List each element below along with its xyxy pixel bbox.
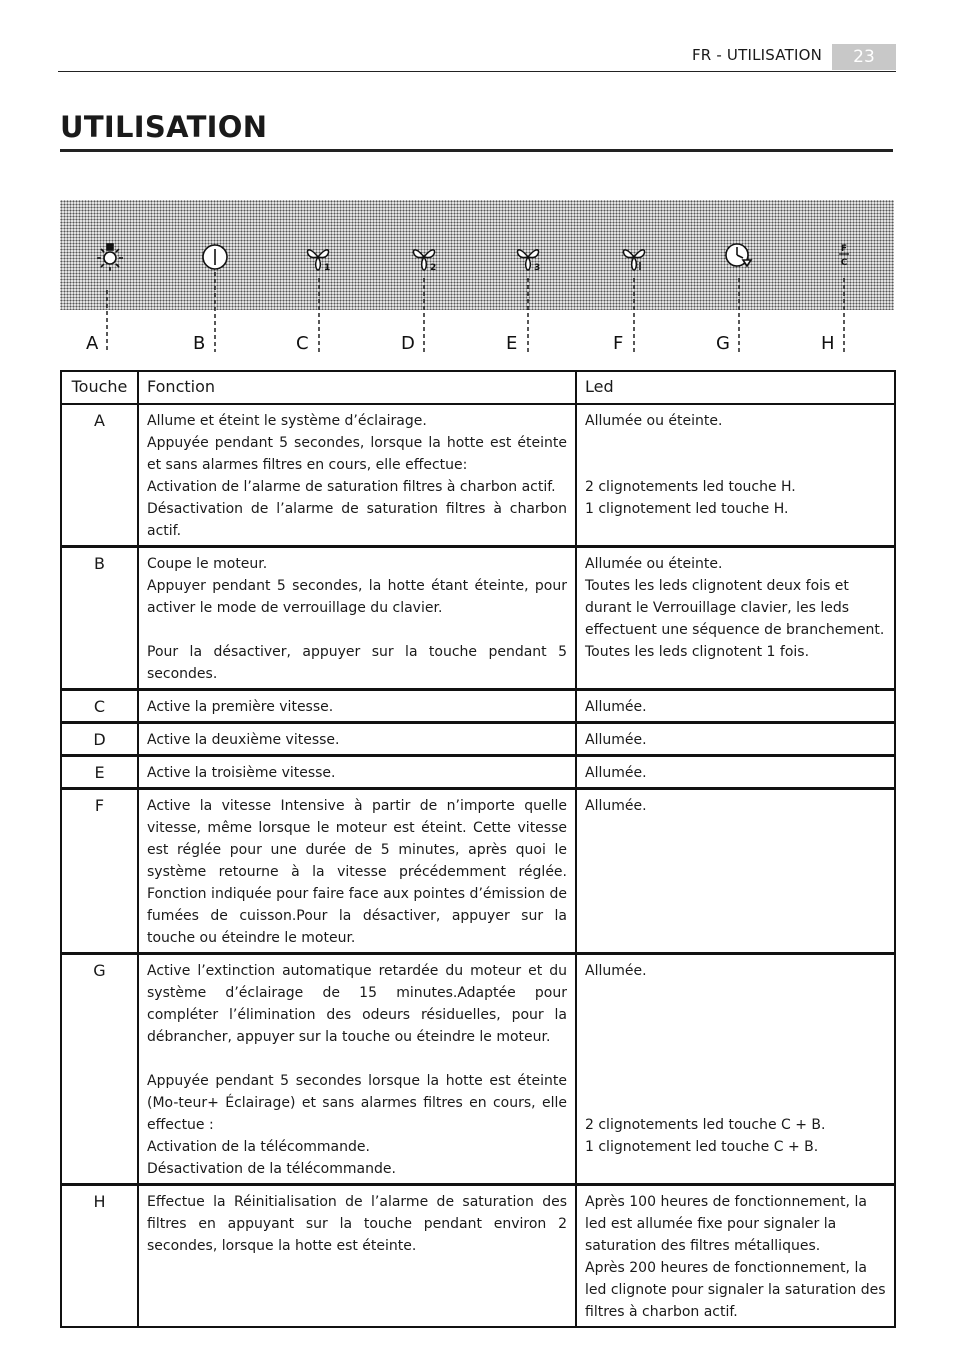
led-text-line: 1 clignotement led touche H.	[585, 501, 789, 517]
led-text-line: Allumée.	[585, 732, 647, 748]
fonction-text-line	[147, 619, 567, 641]
title-underline	[60, 149, 893, 152]
led-cell	[576, 723, 895, 756]
led-cell	[576, 690, 895, 723]
svg-text:2: 2	[430, 263, 437, 273]
fonction-text-line: Appuyée pendant 5 secondes lorsque la hotte est éteinte (Mo-teur+ Éclairage) et sans alarmes filtres en cours, elle effectue :	[147, 1073, 567, 1133]
header-touche: Touche	[61, 371, 138, 404]
led-text-line	[585, 1026, 886, 1048]
fan-speed-1-icon[interactable]	[307, 250, 330, 273]
fan-speed-2-icon[interactable]	[413, 250, 436, 273]
fonction-cell	[138, 547, 576, 690]
fonction-text-line: Active la vitesse Intensive à partir de n’importe quelle vitesse, même lorsque le moteur est éteint. Cette vitesse est réglée pour une durée de 5 minutes, après quoi le système retourne à la vitesse précédemment réglée. Fonction indiquée pour faire face aux pointes d’émission de fumées de cuisson.Pour la désactiver, appuyer sur la touche ou éteindre le moteur.	[147, 798, 567, 946]
key-label-d: D	[401, 333, 415, 354]
table-row	[61, 547, 895, 690]
key-label-e: E	[506, 333, 518, 354]
fonction-cell	[138, 723, 576, 756]
key-cell: B	[61, 547, 138, 690]
section-label: FR - UTILISATION	[691, 46, 822, 64]
key-cell: D	[61, 723, 138, 756]
key-label-a: A	[86, 333, 99, 354]
fonction-cell	[138, 756, 576, 789]
fonction-text-line: Active la deuxième vitesse.	[147, 732, 340, 748]
key-function-table	[60, 370, 896, 1328]
page-header	[58, 44, 896, 72]
fonction-text-line: Active la première vitesse.	[147, 699, 334, 715]
fonction-text-line: Coupe le moteur.	[147, 556, 268, 572]
key-cell: E	[61, 756, 138, 789]
fonction-text-line: Appuyée pendant 5 secondes, lorsque la hotte est éteinte et sans alarmes filtres en cours, elle effectue:	[147, 435, 567, 473]
led-text-line: 1 clignotement led touche C + B.	[585, 1139, 819, 1155]
fonction-text-line: Allume et éteint le système d’éclairage.	[147, 413, 427, 429]
led-text-line: Allumée.	[585, 963, 647, 979]
led-cell	[576, 1185, 895, 1328]
fan-intensive-icon[interactable]	[623, 250, 644, 270]
fonction-cell	[138, 1185, 576, 1328]
table-row	[61, 1185, 895, 1328]
table-row	[61, 723, 895, 756]
page-title: UTILISATION	[60, 110, 268, 144]
table-row	[61, 789, 895, 954]
fonction-text-line: Active l’extinction automatique retardée du moteur et du système d’éclairage de 15 minutes.Adaptée pour compléter l’élimination des odeurs résiduelles, pour la débrancher, appuyer sur la touche ou éteindre le moteur.	[147, 963, 567, 1045]
key-label-h: H	[821, 333, 835, 354]
light-bulb-icon[interactable]	[97, 244, 123, 271]
fonction-text-line: Active la troisième vitesse.	[147, 765, 336, 781]
led-text-line: Toutes les leds clignotent deux fois et durant le Verrouillage clavier, les leds effectuent une séquence de branchement.	[585, 578, 885, 638]
svg-text:3: 3	[534, 263, 541, 273]
led-text-line	[585, 432, 886, 454]
key-cell: A	[61, 404, 138, 547]
power-icon[interactable]	[203, 245, 227, 269]
fonction-cell	[138, 954, 576, 1185]
led-text-line: Après 200 heures de fonctionnement, la led clignote pour signaler la saturation des filtres à charbon actif.	[585, 1260, 886, 1320]
fonction-text-line: Désactivation de la télécommande.	[147, 1161, 396, 1177]
led-text-line	[585, 982, 886, 1004]
led-text-line	[585, 1092, 886, 1114]
led-cell	[576, 404, 895, 547]
key-label-c: C	[296, 333, 309, 354]
filter-icon-top-letter: F	[840, 244, 848, 254]
led-text-line: Allumée.	[585, 798, 647, 814]
control-panel-keys	[60, 200, 894, 360]
led-cell	[576, 789, 895, 954]
fan-speed-3-icon[interactable]	[517, 250, 540, 273]
timer-icon[interactable]	[726, 244, 751, 266]
key-cell: H	[61, 1185, 138, 1328]
led-text-line: Toutes les leds clignotent 1 fois.	[585, 644, 810, 660]
fonction-text-line: Appuyer pendant 5 secondes, la hotte étant éteinte, pour activer le mode de verrouillage du clavier.	[147, 578, 567, 616]
led-text-line: 2 clignotements led touche H.	[585, 479, 796, 495]
fonction-text-line: Désactivation de l’alarme de saturation filtres à charbon actif.	[147, 501, 567, 539]
led-cell	[576, 954, 895, 1185]
key-label-b: B	[193, 333, 206, 354]
key-cell: C	[61, 690, 138, 723]
table-row	[61, 404, 895, 547]
table-row	[61, 954, 895, 1185]
led-text-line	[585, 1048, 886, 1070]
key-cell: G	[61, 954, 138, 1185]
led-text-line	[585, 1004, 886, 1026]
fonction-cell	[138, 690, 576, 723]
fonction-text-line: Activation de la télécommande.	[147, 1139, 370, 1155]
page-number: 23	[832, 44, 896, 70]
led-text-line: 2 clignotements led touche C + B.	[585, 1117, 826, 1133]
led-text-line: Après 100 heures de fonctionnement, la led est allumée fixe pour signaler la saturation des filtres métalliques.	[585, 1194, 867, 1254]
filter-alarm-icon[interactable]	[839, 244, 849, 268]
fonction-text-line: Effectue la Réinitialisation de l’alarme de saturation des filtres en appuyant sur la touche pendant environ 2 secondes, lorsque la hotte est éteinte.	[147, 1194, 567, 1254]
key-label-g: G	[716, 333, 730, 354]
table-row	[61, 690, 895, 723]
fonction-text-line: Activation de l’alarme de saturation filtres à charbon actif.	[147, 479, 556, 495]
led-text-line	[585, 454, 886, 476]
fonction-text-line: Pour la désactiver, appuyer sur la touche pendant 5 secondes.	[147, 644, 567, 682]
fonction-text-line	[147, 1048, 567, 1070]
filter-icon-bottom-letter: C	[840, 258, 848, 268]
fonction-cell	[138, 789, 576, 954]
key-label-f: F	[613, 333, 624, 354]
led-text-line: Allumée.	[585, 699, 647, 715]
led-text-line: Allumée ou éteinte.	[585, 556, 723, 572]
header-fonction: Fonction	[138, 371, 576, 404]
led-text-line: Allumée.	[585, 765, 647, 781]
table-row	[61, 756, 895, 789]
led-text-line: Allumée ou éteinte.	[585, 413, 723, 429]
header-led: Led	[576, 371, 895, 404]
fonction-cell	[138, 404, 576, 547]
key-cell: F	[61, 789, 138, 954]
svg-text:1: 1	[324, 263, 331, 273]
led-cell	[576, 756, 895, 789]
led-text-line	[585, 1070, 886, 1092]
led-cell	[576, 547, 895, 690]
